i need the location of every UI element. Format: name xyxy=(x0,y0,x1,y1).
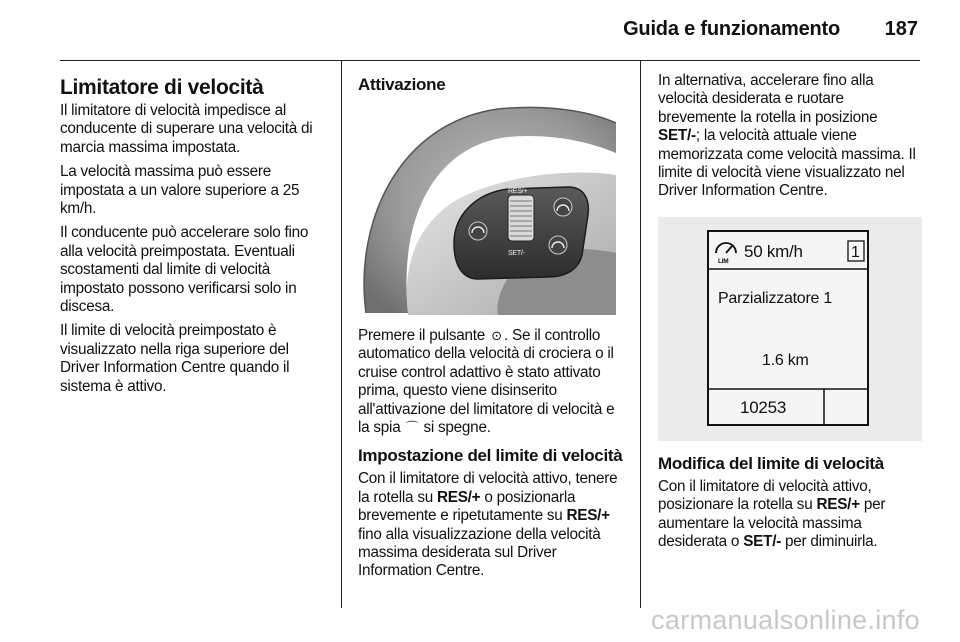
wheel-label-set: SET/- xyxy=(508,250,525,257)
cruise-control-indicator-icon: ⌒ xyxy=(405,420,419,436)
paragraph-alternative: In alternativa, accelerare fino alla velocità desiderata e ruotare brevemente la rotella in posizione SET/-; la velocità attuale viene memorizzata come velocità massima. Il limite di velocità viene visualizzato nel Driver Information Centre. xyxy=(658,72,916,200)
paragraph-modify-limit: Con il limitatore di velocità attivo, posizionare la rotella su RES/+ per aumentare la velocità massima desiderata o SET/- per diminuirla. xyxy=(658,477,886,551)
page-header xyxy=(60,14,920,48)
paragraph: Il limitatore di velocità impedisce al conducente di superare una velocità di marcia massima impostata. xyxy=(60,102,313,156)
wheel-label-res: RES/+ xyxy=(508,188,528,195)
display-speed: 50 km/h xyxy=(744,241,803,261)
watermark: carmanualsonline.info xyxy=(651,605,920,635)
heading-modify-limit: Modifica del limite di velocità xyxy=(658,453,884,473)
column-2 xyxy=(358,72,626,587)
paragraph: La velocità massima può essere impostata a un valore superiore a 25 km/h. xyxy=(60,163,300,218)
paragraph: Il conducente può accelerare solo fino alla velocità preimpostata. Eventuali scostamenti dal limite di velocità impostato possono verificarsi solo in discesa. xyxy=(60,224,309,316)
column-3 xyxy=(658,72,922,557)
cruise-on-button-illustration xyxy=(549,236,567,254)
speed-limiter-button-illustration xyxy=(554,198,572,216)
display-mode: Parzializzatore 1 xyxy=(718,289,833,307)
column-1 xyxy=(60,72,326,402)
column-divider-1 xyxy=(341,60,342,608)
display-distance: 1.6 km xyxy=(762,351,809,369)
header-page-number: 187 xyxy=(884,18,918,40)
paragraph: Il limite di velocità preimpostato è visualizzato nella riga superiore del Driver Information Centre quando il sistema è attivo. xyxy=(60,322,290,395)
speed-limiter-icon: ⊙ xyxy=(491,328,502,343)
column-divider-2 xyxy=(640,60,641,608)
steering-wheel-controls-illustration xyxy=(358,103,616,315)
header-rule xyxy=(60,60,920,61)
driver-information-centre-display xyxy=(658,217,922,441)
heading-set-speed-limit: Impostazione del limite di velocità xyxy=(358,446,623,466)
paragraph-activation: Premere il pulsante ⊙ . Se il controllo automatico della velocità di crociera o il cruise control adattivo è stato attivato prima, questo viene disinserito all'attivazione del limitatore di velocità e la spia ⌒ si spegne. xyxy=(358,327,615,437)
lim-label: LIM xyxy=(718,257,729,265)
heading-activation: Attivazione xyxy=(358,75,446,94)
display-odometer: 10253 xyxy=(740,397,787,417)
paragraph-set-limit: Con il limitatore di velocità attivo, tenere la rotella su RES/+ o posizionarla brevemente e ripetutamente su RES/+ fino alla visualizzazione della velocità massima desiderata sul Driver Information Centre. xyxy=(358,470,618,580)
section-title-speed-limiter: Limitatore di velocità xyxy=(60,76,264,99)
header-section-title: Guida e funzionamento xyxy=(623,18,840,40)
display-page-number: 1 xyxy=(851,243,860,261)
